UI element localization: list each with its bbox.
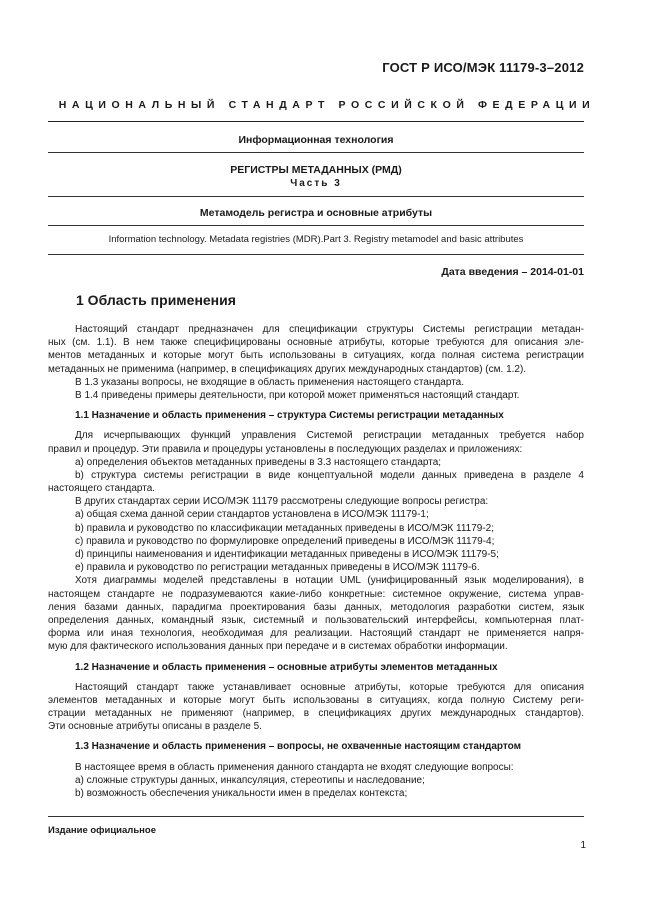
list-item: c) правила и руководство по формулировке определений приведены в ИСО/МЭК 11179-4;	[75, 535, 495, 547]
paragraph-line: Настоящий стандарт также устанавливает основные атрибуты, которые требуются для описания	[75, 681, 584, 693]
paragraph-line: настоящем стандарте не подразумеваются какие-либо конкретные: системное окружение, система управ-	[48, 588, 584, 600]
list-item: e) правила и руководство по регистрации метаданных приведены в ИСО/МЭК 11179-6.	[75, 562, 480, 574]
title-info-tech: Информационная технология	[238, 134, 394, 146]
list-item: a) определения объектов метаданных приведены в 3.3 настоящего стандарта;	[75, 456, 442, 468]
paragraph-line: правил и процедур. Эти правила и процедуры установлены в последующих разделах и приложениях:	[48, 443, 523, 455]
paragraph-line: определения данных, командный язык, системный и пользовательский интерфейсы, компьютерная плат-	[48, 614, 584, 626]
list-item: b) структура системы регистрации в виде концептуальной модели данных приведена в разделе 4	[75, 469, 584, 481]
paragraph-line: В 1.3 указаны вопросы, не входящие в область применения настоящего стандарта.	[75, 376, 465, 388]
footer-rule	[48, 816, 584, 817]
paragraph-line: Эти основные атрибуты описаны в разделе 5.	[48, 721, 262, 733]
national-standard-title: НАЦИОНАЛЬНЫЙ СТАНДАРТ РОССИЙСКОЙ ФЕДЕРАЦИИ	[58, 99, 596, 111]
list-item: b) правила и руководство по классификации метаданных приведены в ИСО/МЭК 11179-2;	[75, 522, 494, 534]
paragraph-line: В 1.4 приведены примеры деятельности, при которой может применяться настоящий стандарт.	[75, 389, 520, 401]
introduction-date: Дата введения – 2014-01-01	[441, 266, 584, 278]
standard-code: ГОСТ Р ИСО/МЭК 11179-3–2012	[382, 60, 584, 75]
section-1-2-heading: 1.2 Назначение и область применения – основные атрибуты элементов метаданных	[75, 661, 498, 673]
paragraph-line: В настоящее время в область применения данного стандарта не входят следующие вопросы:	[75, 761, 514, 773]
document-body	[48, 323, 584, 800]
title-rule-4	[48, 254, 584, 255]
title-rule-3	[48, 225, 584, 226]
paragraph-line: форма или иная технология, необходимая для реализации. Настоящий стандарт не применяется напря-	[48, 628, 584, 640]
paragraph-line: В других стандартах серии ИСО/МЭК 11179 рассмотрены следующие вопросы регистра:	[75, 496, 489, 508]
official-edition-label: Издание официальное	[48, 825, 156, 836]
section-1-3-heading: 1.3 Назначение и область применения – вопросы, не охваченные настоящим стандартом	[75, 741, 522, 753]
paragraph-line: мую для фактического использования данных при передаче и в системах обработки информации.	[48, 641, 508, 653]
paragraph-line: элементов метаданных и которые могут быть использованы в ситуациях, когда полную Систему реги-	[48, 694, 584, 706]
title-english: Information technology. Metadata registries (MDR).Part 3. Registry metamodel and basic attributes	[108, 234, 524, 245]
header-rule	[48, 121, 584, 122]
paragraph-line: Хотя диаграммы моделей представлены в нотации UML (унифицированный язык моделирования), в	[75, 575, 584, 587]
list-item: настоящего стандарта.	[48, 483, 156, 495]
title-rule-2	[48, 196, 584, 197]
paragraph-line: ных (см. 1.1). В нем также специфицированы основные атрибуты, которые требуются для описания эле-	[48, 337, 584, 349]
paragraph-line: ментов метаданных и которые могут быть использованы в ситуациях, когда полная система регистрации	[48, 350, 584, 362]
paragraph-line: Для исчерпывающих функций управления Системой регистрации метаданных требуется набор	[75, 430, 584, 442]
paragraph-line: Настоящий стандарт предназначен для спецификации структуры Системы регистрации метадан-	[75, 324, 584, 335]
title-registry: РЕГИСТРЫ МЕТАДАННЫХ (РМД)	[230, 164, 402, 176]
section-1-1-heading: 1.1 Назначение и область применения – структура Системы регистрации метаданных	[75, 410, 504, 422]
list-item: b) возможность обеспечения уникальности имен в пределах контекста;	[75, 788, 408, 799]
paragraph-line: ления базами данных, парадигма проектирования базы данных, методология разработки систем, язык	[48, 601, 584, 613]
page-number: 1	[580, 840, 586, 851]
list-item: d) принципы наименования и идентификации метаданных приведены в ИСО/МЭК 11179-5;	[75, 549, 499, 560]
section-1-heading: 1 Область применения	[76, 292, 236, 308]
paragraph-line: метаданных не применима (например, в спецификациях других международных стандартов) (см. 1.2).	[48, 363, 527, 375]
title-rule-1	[48, 152, 584, 153]
title-subtitle: Метамодель регистра и основные атрибуты	[199, 207, 433, 219]
list-item: a) сложные структуры данных, инкапсуляция, стереотипы и наследование;	[75, 774, 425, 786]
paragraph-line: страции метаданных не применяют (например, в спецификациях других международных стандартов).	[48, 708, 584, 720]
title-part: Часть 3	[290, 178, 342, 189]
list-item: a) общая схема данной серии стандартов установлена в ИСО/МЭК 11179-1;	[75, 509, 429, 521]
